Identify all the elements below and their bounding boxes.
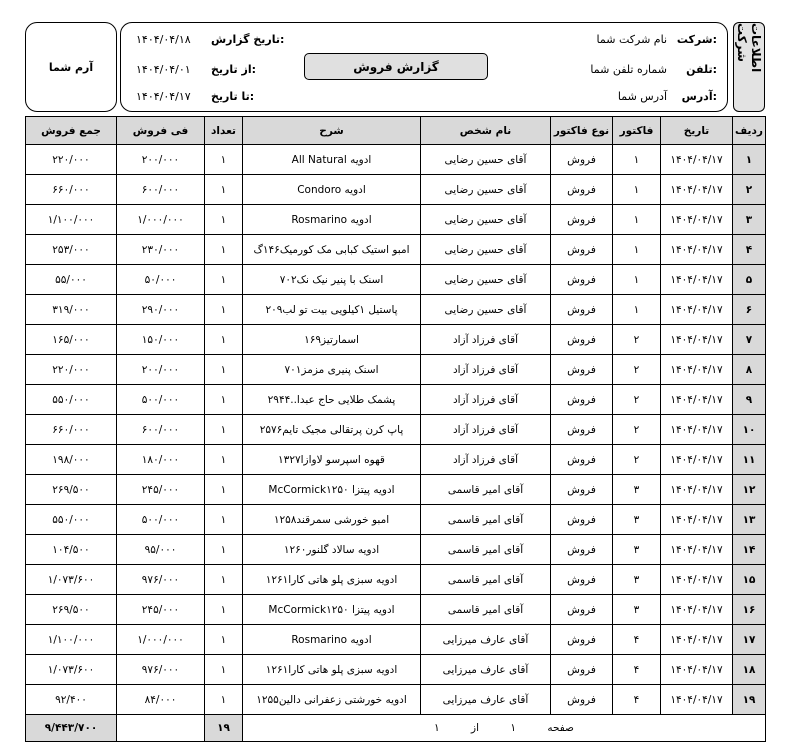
table-row (26, 535, 766, 565)
row-index: ۱۹ (733, 685, 766, 715)
row-index: ۱۲ (733, 475, 766, 505)
total-cell: ۱۰۴/۵۰۰ (26, 535, 117, 565)
of-label: از (471, 722, 479, 734)
table-row (26, 565, 766, 595)
total-cell: ۲۵۳/۰۰۰ (26, 235, 117, 265)
company-logo (25, 22, 117, 112)
invoice-cell: ۴ (613, 625, 661, 655)
date-cell: ۱۴۰۴/۰۴/۱۷ (661, 415, 733, 445)
quantity-cell: ۱ (205, 295, 243, 325)
row-index: ۲ (733, 175, 766, 205)
quantity-cell: ۱ (205, 325, 243, 355)
row-index: ۱۶ (733, 595, 766, 625)
invoice-type-cell: فروش (551, 445, 613, 475)
quantity-cell: ۱ (205, 565, 243, 595)
column-header: ردیف (733, 117, 766, 145)
column-header: شرح (243, 117, 421, 145)
unit-price-cell: ۹۷۶/۰۰۰ (117, 565, 205, 595)
invoice-type-cell: فروش (551, 145, 613, 175)
table-row (26, 505, 766, 535)
description-cell: ادویه سالاد گلنور۱۲۶۰ (243, 535, 421, 565)
date-cell: ۱۴۰۴/۰۴/۱۷ (661, 565, 733, 595)
date-cell: ۱۴۰۴/۰۴/۱۷ (661, 625, 733, 655)
table-row (26, 595, 766, 625)
total-cell: ۱۹۸/۰۰۰ (26, 445, 117, 475)
description-cell: ادویه سبزی پلو هاتی کارا۱۲۶۱ (243, 655, 421, 685)
description-cell: ادویه Condoro (243, 175, 421, 205)
invoice-type-cell: فروش (551, 535, 613, 565)
quantity-cell: ۱ (205, 385, 243, 415)
date-cell: ۱۴۰۴/۰۴/۱۷ (661, 145, 733, 175)
total-cell: ۶۶۰/۰۰۰ (26, 415, 117, 445)
person-cell: آقای عارف میرزایی (421, 625, 551, 655)
unit-price-cell: ۱/۰۰۰/۰۰۰ (117, 625, 205, 655)
invoice-type-cell: فروش (551, 565, 613, 595)
invoice-cell: ۱ (613, 175, 661, 205)
column-header: جمع فروش (26, 117, 117, 145)
total-cell: ۲۶۹/۵۰۰ (26, 475, 117, 505)
quantity-cell: ۱ (205, 175, 243, 205)
description-cell: ادویه خورشتی زعفرانی دالین۱۲۵۵ (243, 685, 421, 715)
invoice-type-cell: فروش (551, 235, 613, 265)
invoice-cell: ۴ (613, 655, 661, 685)
invoice-cell: ۱ (613, 145, 661, 175)
person-cell: آقای حسین رضایی (421, 175, 551, 205)
row-index: ۵ (733, 265, 766, 295)
unit-price-cell: ۹۵/۰۰۰ (117, 535, 205, 565)
invoice-type-cell: فروش (551, 265, 613, 295)
table-row (26, 175, 766, 205)
total-cell: ۹۲/۴۰۰ (26, 685, 117, 715)
total-quantity: ۱۹ (205, 715, 243, 742)
row-index: ۱۸ (733, 655, 766, 685)
invoice-cell: ۲ (613, 385, 661, 415)
person-cell: آقای عارف میرزایی (421, 685, 551, 715)
quantity-cell: ۱ (205, 355, 243, 385)
column-header: نوع فاکتور (551, 117, 613, 145)
pagination (243, 715, 766, 742)
quantity-cell: ۱ (205, 505, 243, 535)
row-index: ۶ (733, 295, 766, 325)
unit-price-cell: ۵۰/۰۰۰ (117, 265, 205, 295)
quantity-cell: ۱ (205, 205, 243, 235)
invoice-type-cell: فروش (551, 385, 613, 415)
quantity-cell: ۱ (205, 475, 243, 505)
person-cell: آقای حسین رضایی (421, 265, 551, 295)
date-cell: ۱۴۰۴/۰۴/۱۷ (661, 295, 733, 325)
quantity-cell: ۱ (205, 415, 243, 445)
person-cell: آقای امیر قاسمی (421, 565, 551, 595)
invoice-type-cell: فروش (551, 355, 613, 385)
table-row (26, 145, 766, 175)
invoice-cell: ۱ (613, 295, 661, 325)
person-cell: آقای حسین رضایی (421, 235, 551, 265)
column-header: تعداد (205, 117, 243, 145)
row-index: ۷ (733, 325, 766, 355)
to-date-value: ۱۴۰۴/۰۴/۱۷ (136, 90, 191, 103)
description-cell: پاپ کرن پرتقالی مجیک تایم۲۵۷۶ (243, 415, 421, 445)
invoice-cell: ۱ (613, 205, 661, 235)
description-cell: ادویه Rosmarino (243, 625, 421, 655)
unit-price-cell: ۵۰۰/۰۰۰ (117, 385, 205, 415)
company-label: شرکت: (676, 33, 717, 46)
address-value: آدرس شما (617, 90, 667, 103)
total-cell: ۳۱۹/۰۰۰ (26, 295, 117, 325)
row-index: ۱۵ (733, 565, 766, 595)
table-row (26, 355, 766, 385)
description-cell: پاستیل ۱کیلویی بیت تو لب۲۰۹ (243, 295, 421, 325)
date-cell: ۱۴۰۴/۰۴/۱۷ (661, 445, 733, 475)
invoice-type-cell: فروش (551, 175, 613, 205)
unit-price-cell: ۲۳۰/۰۰۰ (117, 235, 205, 265)
date-cell: ۱۴۰۴/۰۴/۱۷ (661, 385, 733, 415)
total-empty-cell (117, 715, 205, 742)
company-value: نام شرکت شما (596, 33, 667, 46)
date-cell: ۱۴۰۴/۰۴/۱۷ (661, 475, 733, 505)
person-cell: آقای فرزاد آزاد (421, 385, 551, 415)
description-cell: امبو استیک کبابی مک کورمیک۱۴۶گ (243, 235, 421, 265)
quantity-cell: ۱ (205, 265, 243, 295)
invoice-type-cell: فروش (551, 505, 613, 535)
description-cell: ادویه پیتزا McCormick۱۲۵۰ (243, 595, 421, 625)
unit-price-cell: ۱۵۰/۰۰۰ (117, 325, 205, 355)
table-row (26, 235, 766, 265)
invoice-cell: ۲ (613, 445, 661, 475)
invoice-cell: ۲ (613, 355, 661, 385)
company-info-label: اطلاعات شرکت (735, 23, 763, 73)
invoice-cell: ۳ (613, 505, 661, 535)
invoice-cell: ۳ (613, 535, 661, 565)
table-footer-row (26, 715, 766, 742)
invoice-cell: ۴ (613, 685, 661, 715)
page-label: صفحه (547, 722, 574, 734)
table-row (26, 325, 766, 355)
column-header: فی فروش (117, 117, 205, 145)
person-cell: آقای امیر قاسمی (421, 535, 551, 565)
table-body (26, 145, 766, 715)
invoice-cell: ۳ (613, 475, 661, 505)
date-cell: ۱۴۰۴/۰۴/۱۷ (661, 235, 733, 265)
invoice-cell: ۲ (613, 325, 661, 355)
address-label: آدرس: (681, 90, 717, 103)
report-header (120, 22, 728, 112)
row-index: ۱۷ (733, 625, 766, 655)
person-cell: آقای حسین رضایی (421, 295, 551, 325)
total-cell: ۵۵/۰۰۰ (26, 265, 117, 295)
row-index: ۱۳ (733, 505, 766, 535)
from-date-label: از تاریخ: (211, 63, 256, 76)
total-cell: ۱۶۵/۰۰۰ (26, 325, 117, 355)
table-row (26, 445, 766, 475)
invoice-type-cell: فروش (551, 295, 613, 325)
date-cell: ۱۴۰۴/۰۴/۱۷ (661, 595, 733, 625)
invoice-type-cell: فروش (551, 595, 613, 625)
unit-price-cell: ۲۴۵/۰۰۰ (117, 475, 205, 505)
to-date-label: تا تاریخ: (211, 90, 255, 103)
invoice-type-cell: فروش (551, 325, 613, 355)
table-row (26, 655, 766, 685)
person-cell: آقای حسین رضایی (421, 205, 551, 235)
unit-price-cell: ۱/۰۰۰/۰۰۰ (117, 205, 205, 235)
description-cell: ادویه All Natural (243, 145, 421, 175)
unit-price-cell: ۱۸۰/۰۰۰ (117, 445, 205, 475)
invoice-type-cell: فروش (551, 475, 613, 505)
table-row (26, 385, 766, 415)
description-cell: اسمارتیز۱۶۹ (243, 325, 421, 355)
total-cell: ۱/۱۰۰/۰۰۰ (26, 205, 117, 235)
total-cell: ۲۶۹/۵۰۰ (26, 595, 117, 625)
total-cell: ۱/۰۷۳/۶۰۰ (26, 565, 117, 595)
person-cell: آقای امیر قاسمی (421, 595, 551, 625)
description-cell: اسنک پنیری مزمز۷۰۱ (243, 355, 421, 385)
person-cell: آقای فرزاد آزاد (421, 445, 551, 475)
table-row (26, 415, 766, 445)
report-title: گزارش فروش (304, 53, 488, 80)
phone-label: تلفن: (686, 63, 717, 76)
unit-price-cell: ۹۷۶/۰۰۰ (117, 655, 205, 685)
quantity-cell: ۱ (205, 235, 243, 265)
row-index: ۴ (733, 235, 766, 265)
invoice-type-cell: فروش (551, 655, 613, 685)
date-cell: ۱۴۰۴/۰۴/۱۷ (661, 535, 733, 565)
person-cell: آقای فرزاد آزاد (421, 325, 551, 355)
description-cell: پشمک طلایی حاج عبدا..۲۹۴۴ (243, 385, 421, 415)
total-cell: ۵۵۰/۰۰۰ (26, 505, 117, 535)
person-cell: آقای عارف میرزایی (421, 655, 551, 685)
unit-price-cell: ۵۰۰/۰۰۰ (117, 505, 205, 535)
description-cell: ادویه پیتزا McCormick۱۲۵۰ (243, 475, 421, 505)
company-info-tab (733, 22, 765, 112)
invoice-type-cell: فروش (551, 415, 613, 445)
date-cell: ۱۴۰۴/۰۴/۱۷ (661, 505, 733, 535)
date-cell: ۱۴۰۴/۰۴/۱۷ (661, 205, 733, 235)
quantity-cell: ۱ (205, 145, 243, 175)
total-cell: ۲۲۰/۰۰۰ (26, 145, 117, 175)
page-total: ۱ (434, 722, 440, 734)
invoice-type-cell: فروش (551, 685, 613, 715)
description-cell: ادویه سبزی پلو هاتی کارا۱۲۶۱ (243, 565, 421, 595)
column-header: فاکتور (613, 117, 661, 145)
invoice-type-cell: فروش (551, 205, 613, 235)
invoice-cell: ۳ (613, 595, 661, 625)
date-cell: ۱۴۰۴/۰۴/۱۷ (661, 685, 733, 715)
date-cell: ۱۴۰۴/۰۴/۱۷ (661, 655, 733, 685)
description-cell: ادویه Rosmarino (243, 205, 421, 235)
date-cell: ۱۴۰۴/۰۴/۱۷ (661, 265, 733, 295)
total-cell: ۱/۱۰۰/۰۰۰ (26, 625, 117, 655)
person-cell: آقای امیر قاسمی (421, 505, 551, 535)
row-index: ۱۴ (733, 535, 766, 565)
invoice-type-cell: فروش (551, 625, 613, 655)
quantity-cell: ۱ (205, 655, 243, 685)
row-index: ۹ (733, 385, 766, 415)
quantity-cell: ۱ (205, 445, 243, 475)
unit-price-cell: ۶۰۰/۰۰۰ (117, 415, 205, 445)
table-row (26, 295, 766, 325)
row-index: ۱۱ (733, 445, 766, 475)
invoice-cell: ۲ (613, 415, 661, 445)
date-cell: ۱۴۰۴/۰۴/۱۷ (661, 325, 733, 355)
date-cell: ۱۴۰۴/۰۴/۱۷ (661, 175, 733, 205)
total-sales: ۹/۴۴۳/۷۰۰ (26, 715, 117, 742)
total-cell: ۶۶۰/۰۰۰ (26, 175, 117, 205)
table-row (26, 685, 766, 715)
person-cell: آقای امیر قاسمی (421, 475, 551, 505)
table-row (26, 265, 766, 295)
unit-price-cell: ۲۰۰/۰۰۰ (117, 355, 205, 385)
unit-price-cell: ۲۴۵/۰۰۰ (117, 595, 205, 625)
unit-price-cell: ۲۰۰/۰۰۰ (117, 145, 205, 175)
description-cell: قهوه اسپرسو لاوازا۱۳۲۷ (243, 445, 421, 475)
column-header: تاریخ (661, 117, 733, 145)
table-row (26, 475, 766, 505)
sales-table (25, 116, 766, 742)
unit-price-cell: ۶۰۰/۰۰۰ (117, 175, 205, 205)
quantity-cell: ۱ (205, 625, 243, 655)
invoice-cell: ۱ (613, 235, 661, 265)
phone-value: شماره تلفن شما (590, 63, 667, 76)
table-row (26, 625, 766, 655)
date-cell: ۱۴۰۴/۰۴/۱۷ (661, 355, 733, 385)
person-cell: آقای حسین رضایی (421, 145, 551, 175)
report-date-value: ۱۴۰۴/۰۴/۱۸ (136, 33, 191, 46)
total-cell: ۱/۰۷۳/۶۰۰ (26, 655, 117, 685)
table-header-row (26, 117, 766, 145)
report-date-label: تاریخ گزارش: (211, 33, 285, 46)
unit-price-cell: ۸۴/۰۰۰ (117, 685, 205, 715)
person-cell: آقای فرزاد آزاد (421, 355, 551, 385)
person-cell: آقای فرزاد آزاد (421, 415, 551, 445)
table-row (26, 205, 766, 235)
row-index: ۸ (733, 355, 766, 385)
total-cell: ۲۲۰/۰۰۰ (26, 355, 117, 385)
logo-text: آرم شما (48, 60, 94, 74)
from-date-value: ۱۴۰۴/۰۴/۰۱ (136, 63, 191, 76)
description-cell: امبو خورشی سمرقند۱۲۵۸ (243, 505, 421, 535)
page-number: ۱ (510, 722, 516, 734)
row-index: ۱ (733, 145, 766, 175)
invoice-cell: ۳ (613, 565, 661, 595)
quantity-cell: ۱ (205, 535, 243, 565)
unit-price-cell: ۲۹۰/۰۰۰ (117, 295, 205, 325)
description-cell: اسنک با پنیر نیک نک۷۰۲ (243, 265, 421, 295)
row-index: ۳ (733, 205, 766, 235)
invoice-cell: ۱ (613, 265, 661, 295)
total-cell: ۵۵۰/۰۰۰ (26, 385, 117, 415)
quantity-cell: ۱ (205, 685, 243, 715)
row-index: ۱۰ (733, 415, 766, 445)
column-header: نام شخص (421, 117, 551, 145)
quantity-cell: ۱ (205, 595, 243, 625)
